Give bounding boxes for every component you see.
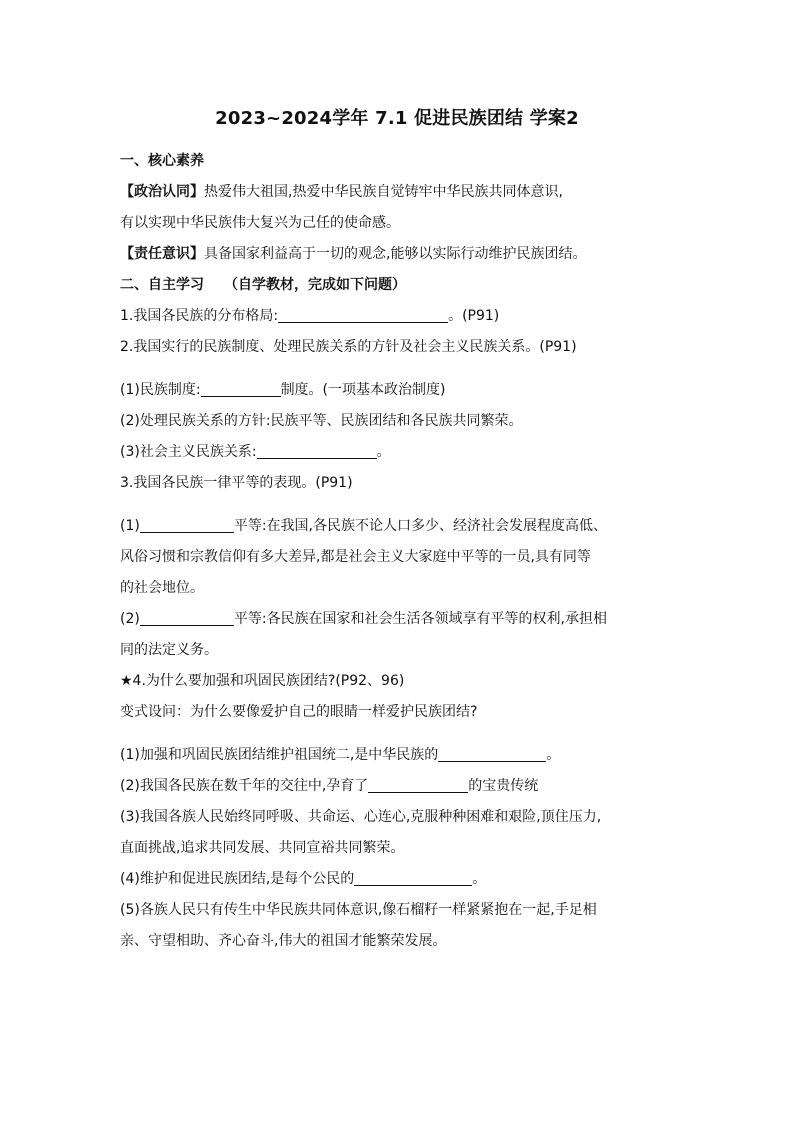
q4-2-suffix: 的宝贵传统 [468, 778, 539, 794]
question-3-2 [120, 604, 700, 635]
q4-1-blank[interactable] [438, 743, 546, 762]
q4-4-suffix: 。 [472, 871, 487, 887]
q3-2-num: (2) [120, 611, 140, 627]
self-study-heading: 二、自主学习 [120, 277, 204, 293]
question-1 [120, 301, 700, 332]
question-3: 3.我国各民族一律平等的表现。(P91) [120, 475, 353, 491]
question-4-5-cont: 亲、守望相助、齐心奋斗,伟大的祖国才能繁荣发展。 [120, 933, 447, 949]
q4-2-text: (2)我国各民族在数千年的交往中,孕育了 [120, 778, 369, 794]
self-study-note: （自学教材，完成如下问题） [224, 277, 406, 293]
question-3-1-cont1: 风俗习惯和宗教信仰有多大差异,都是社会主义大家庭中平等的一员,具有同等 [120, 549, 591, 565]
paragraph-political [120, 177, 700, 208]
q3-1-num: (1) [120, 518, 140, 534]
q4-1-suffix: 。 [546, 747, 561, 763]
question-4-2 [120, 771, 700, 802]
tag-responsibility: 【责任意识】 [120, 246, 204, 262]
question-4-3: (3)我国各族人民始终同呼吸、共命运、心连心,克服种种困难和艰险,顶住压力, [120, 809, 602, 825]
question-4-5: (5)各族人民只有传生中华民族共同体意识,像石榴籽一样紧紧抱在一起,手足相 [120, 902, 597, 918]
question-2-3 [120, 437, 700, 468]
section-heading-core: 一、核心素养 [120, 153, 204, 169]
q3-1-blank[interactable] [140, 514, 234, 533]
text-political: 热爱伟大祖国,热爱中华民族自觉铸牢中华民族共同体意识, [204, 184, 563, 200]
paragraph-responsibility [120, 239, 700, 270]
q2-1-suffix: 制度。(一项基本政治制度) [280, 382, 446, 398]
q2-3-text: (3)社会主义民族关系: [120, 444, 257, 460]
question-4: ★4.为什么要加强和巩固民族团结?(P92、96) [120, 673, 405, 689]
question-2: 2.我国实行的民族制度、处理民族关系的方针及社会主义民族关系。(P91) [120, 339, 577, 355]
question-3-2-cont: 同的法定义务。 [120, 642, 218, 658]
question-2-1 [120, 375, 700, 406]
q1-blank[interactable] [278, 304, 448, 323]
worksheet-body [120, 146, 700, 957]
section-heading-self-study [120, 270, 700, 301]
page-title: 2023~2024学年 7.1 促进民族团结 学案2 [215, 108, 579, 129]
q2-1-text: (1)民族制度: [120, 382, 201, 398]
q3-2-text: 平等:各民族在国家和社会生活各领域享有平等的权利,承担相 [233, 611, 608, 627]
question-3-1 [120, 511, 700, 542]
q1-ref: 。(P91) [448, 308, 500, 324]
question-4-3-cont: 直面挑战,追求共同发展、共同宣裕共同繁荣。 [120, 840, 405, 856]
question-2-2: (2)处理民族关系的方针:民族平等、民族团结和各民族共同繁荣。 [120, 413, 523, 429]
q2-3-blank[interactable] [257, 440, 377, 459]
q2-3-suffix: 。 [376, 444, 391, 460]
q3-2-blank[interactable] [140, 607, 234, 626]
question-4-4 [120, 864, 700, 895]
q4-4-blank[interactable] [354, 867, 472, 886]
question-3-1-cont2: 的社会地位。 [120, 580, 204, 596]
text-responsibility: 具备国家利益高于一切的观念,能够以实际行动维护民族团结。 [204, 246, 587, 262]
q1-text: 1.我国各民族的分布格局: [120, 308, 279, 324]
paragraph-political-cont: 有以实现中华民族伟大复兴为己任的使命感。 [120, 215, 400, 231]
q2-1-blank[interactable] [201, 378, 281, 397]
q3-1-text: 平等:在我国,各民族不论人口多少、经济社会发展程度高低、 [233, 518, 608, 534]
q4-2-blank[interactable] [368, 774, 468, 793]
q4-1-text: (1)加强和巩固民族团结维护祖国统二,是中华民族的 [120, 747, 439, 763]
tag-political: 【政治认同】 [120, 184, 204, 200]
q4-4-text: (4)维护和促进民族团结,是每个公民的 [120, 871, 355, 887]
question-4-variant: 变式设问：为什么要像爱护自己的眼睛一样爱护民族团结? [120, 704, 478, 720]
question-4-1 [120, 740, 700, 771]
